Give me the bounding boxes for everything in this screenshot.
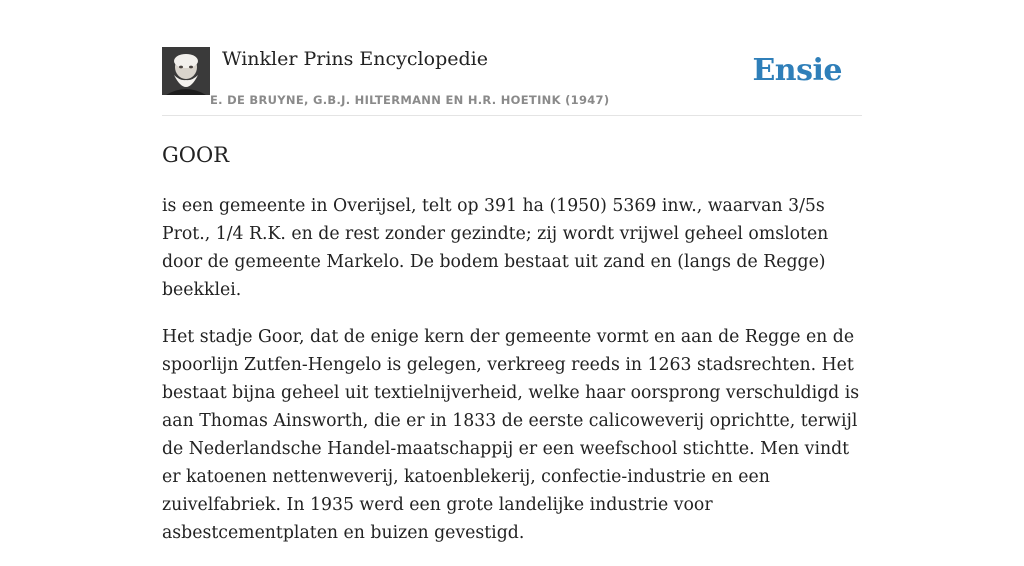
article-paragraph: Het stadje Goor, dat de enige kern der gemeente vormt en aan de Regge en de spoorlijn Zutfen-Hengelo is gelegen, verkreeg reeds in 1263 stadsrechten. Het bestaat bijna geheel uit textielnijverheid, welke haar oorsprong verschuldigd is aan Thomas Ainsworth, die er in 1833 de eerste calicoweverij oprichtte, terwijl de Nederlandsche Handel-maatschappij er een weefschool stichtte. Men vindt er katoenen nettenweverij, katoenblekerij, confectie-industrie en een zuivelfabriek. In 1935 werd een grote landelijke industrie voor asbestcementplaten en buizen gevestigd. (162, 327, 860, 543)
article-body (162, 140, 862, 566)
source-header (162, 46, 862, 116)
header-divider (162, 115, 862, 116)
portrait-avatar-icon[interactable] (162, 47, 210, 95)
brand-logo-link[interactable]: Ensie (752, 53, 842, 88)
article-paragraph: is een gemeente in Overijsel, telt op 391 ha (1950) 5369 inw., waarvan 3/5s Prot., 1/4 R.K. en de rest zonder gezindte; zij wordt vrijwel geheel omsloten door de gemeente Markelo. De bodem bestaat uit zand en (langs de Regge) beekklei. (162, 196, 829, 300)
entry-title: GOOR (162, 143, 230, 167)
source-title[interactable]: Winkler Prins Encyclopedie (222, 48, 488, 70)
source-authors: E. DE BRUYNE, G.B.J. HILTERMANN EN H.R. HOETINK (1947) (210, 93, 610, 107)
